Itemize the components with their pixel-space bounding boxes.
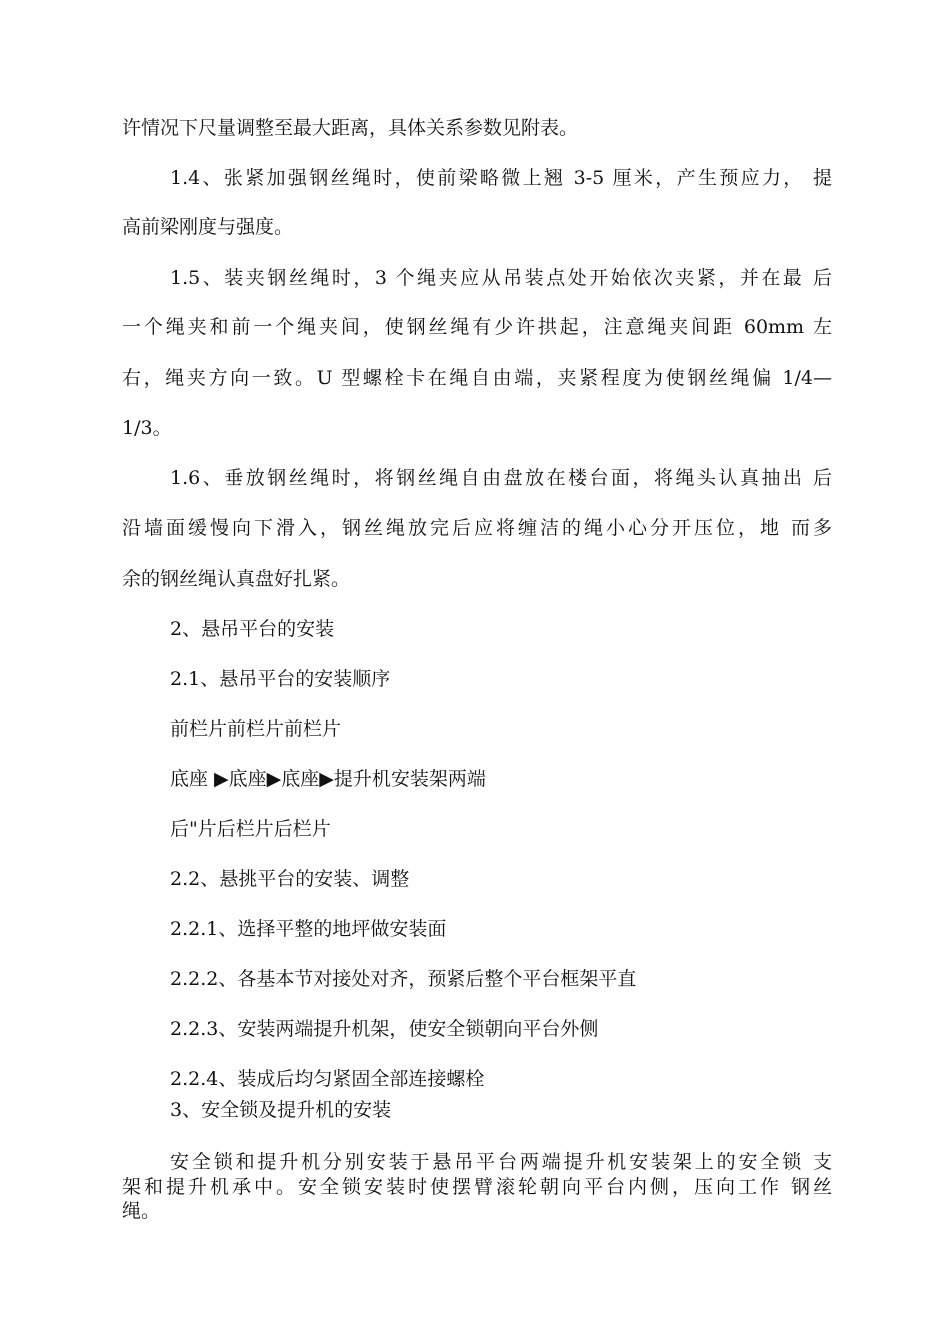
- install-order-rear-rails: 后"片后栏片后栏片: [170, 818, 331, 840]
- section-2-2-2-item: 2.2.2、各基本节对接处对齐，预紧后整个平台框架平直: [170, 968, 637, 990]
- paragraph-1-5-line-2: 一个绳夹和前一个绳夹间，使钢丝绳有少许拱起，注意绳夹间距 60mm 左: [122, 316, 832, 338]
- paragraph-1-5-line-4: 1/3。: [122, 417, 172, 439]
- section-3-heading: 3、安全锁及提升机的安装: [170, 1099, 392, 1121]
- paragraph-1-6-line-1: 1.6、垂放钢丝绳时，将钢丝绳自由盘放在楼台面，将绳头认真抽出 后: [170, 467, 832, 489]
- paragraph-1-4-line-1: 1.4、张紧加强钢丝绳时，使前梁略微上翘 3-5 厘米，产生预应力， 提: [170, 167, 832, 189]
- install-order-base-sequence: 底座 ▶底座▶底座▶提升机安装架两端: [170, 768, 486, 790]
- paragraph-1-6-line-2: 沿墙面缓慢向下滑入，钢丝绳放完后应将缠洁的绳小心分开压位，地 而多: [122, 517, 832, 539]
- section-2-2-4-item: 2.2.4、装成后均匀紧固全部连接螺栓: [170, 1068, 485, 1090]
- section-2-2-3-item: 2.2.3、安装两端提升机架，使安全锁朝向平台外侧: [170, 1018, 599, 1040]
- section-2-1-heading: 2.1、悬吊平台的安装顺序: [170, 668, 391, 690]
- section-2-2-1-item: 2.2.1、选择平整的地坪做安装面: [170, 918, 447, 940]
- section-3-paragraph-line-1: 安全锁和提升机分别安装于悬吊平台两端提升机安装架上的安全锁 支: [170, 1151, 832, 1173]
- section-3-paragraph-line-3: 绳。: [122, 1200, 161, 1222]
- section-2-heading: 2、悬吊平台的安装: [170, 618, 335, 640]
- paragraph-1-6-line-3: 余的钢丝绳认真盘好扎紧。: [122, 568, 351, 590]
- section-2-2-heading: 2.2、悬挑平台的安装、调整: [170, 868, 410, 890]
- install-order-front-rails: 前栏片前栏片前栏片: [170, 718, 342, 740]
- paragraph-1-4-line-2: 高前梁刚度与强度。: [122, 216, 294, 238]
- paragraph-1-4-continuation-line: 许情况下尺量调整至最大距离，具体关系参数见附表。: [122, 117, 579, 139]
- paragraph-1-5-line-1: 1.5、装夹钢丝绳时，3 个绳夹应从吊装点处开始依次夹紧，并在最 后: [170, 267, 832, 289]
- paragraph-1-5-line-3: 右，绳夹方向一致。U 型螺栓卡在绳自由端，夹紧程度为使钢丝绳偏 1/4—: [122, 367, 832, 389]
- section-3-paragraph-line-2: 架和提升机承中。安全锁安装时使摆臂滚轮朝向平台内侧，压向工作 钢丝: [122, 1176, 832, 1198]
